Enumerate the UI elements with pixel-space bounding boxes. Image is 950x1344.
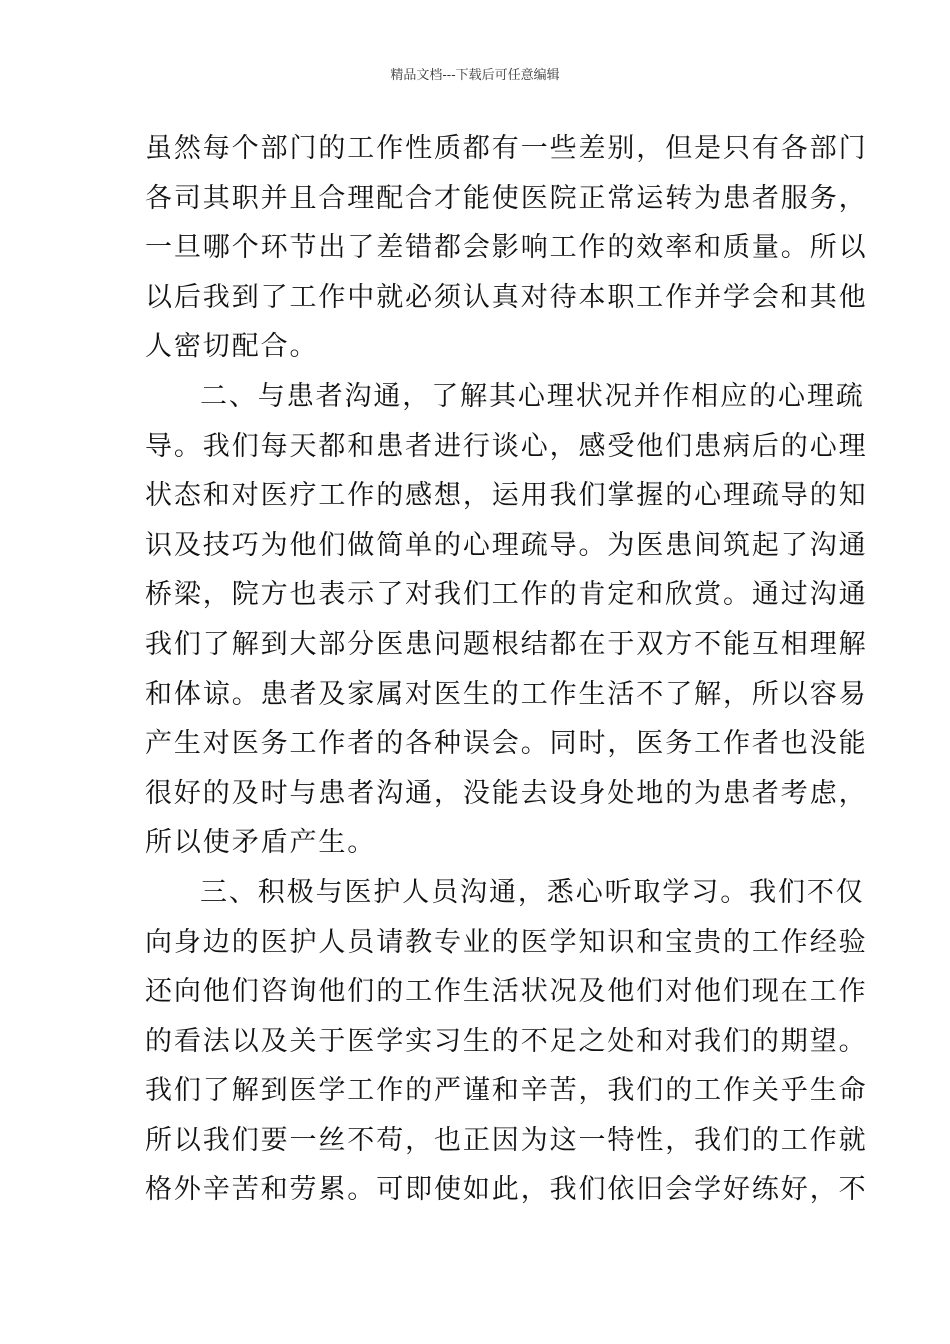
text-line: 人密切配合。 [145,331,319,363]
text-line: 以后我到了工作中就必须认真对待本职工作并学会和其他 [145,281,868,313]
text-line: 状态和对医疗工作的感想，运用我们掌握的心理疏导的知 [145,480,868,512]
paragraph-3-first-line: 三、积极与医护人员沟通，悉心听取学习。我们不仅 [200,876,865,908]
page-header: 精品文档---下载后可任意编辑 [390,68,560,83]
text-line: 向身边的医护人员请教专业的医学知识和宝贵的工作经验 [145,926,868,958]
text-line: 虽然每个部门的工作性质都有一些差别，但是只有各部门 [145,133,868,164]
text-line: 很好的及时与患者沟通，没能去设身处地的为患者考虑， [145,777,868,809]
text-line: 我们了解到医学工作的严谨和辛苦，我们的工作关乎生命 [145,1075,868,1107]
document-body [145,124,868,1215]
text-line: 桥梁，院方也表示了对我们工作的肯定和欣赏。通过沟通 [145,579,868,611]
text-line: 格外辛苦和劳累。可即使如此，我们依旧会学好练好，不 [145,1174,868,1206]
text-line: 导。我们每天都和患者进行谈心，感受他们患病后的心理 [145,430,868,462]
text-line: 产生对医务工作者的各种误会。同时，医务工作者也没能 [145,728,868,760]
text-line: 还向他们咨询他们的工作生活状况及他们对他们现在工作 [145,976,868,1008]
text-line: 所以我们要一丝不苟，也正因为这一特性，我们的工作就 [145,1124,868,1156]
text-line: 我们了解到大部分医患问题根结都在于双方不能互相理解 [145,628,868,660]
text-line: 和体谅。患者及家属对医生的工作生活不了解，所以容易 [145,678,868,710]
text-line: 各司其职并且合理配合才能使医院正常运转为患者服务， [145,182,868,214]
text-line: 一旦哪个环节出了差错都会影响工作的效率和质量。所以 [145,232,868,264]
text-line: 所以使矛盾产生。 [145,827,377,859]
paragraph-2-first-line: 二、与患者沟通，了解其心理状况并作相应的心理疏 [200,380,865,412]
text-line: 识及技巧为他们做简单的心理疏导。为医患间筑起了沟通 [145,529,868,561]
text-line: 的看法以及关于医学实习生的不足之处和对我们的期望。 [145,1025,868,1057]
